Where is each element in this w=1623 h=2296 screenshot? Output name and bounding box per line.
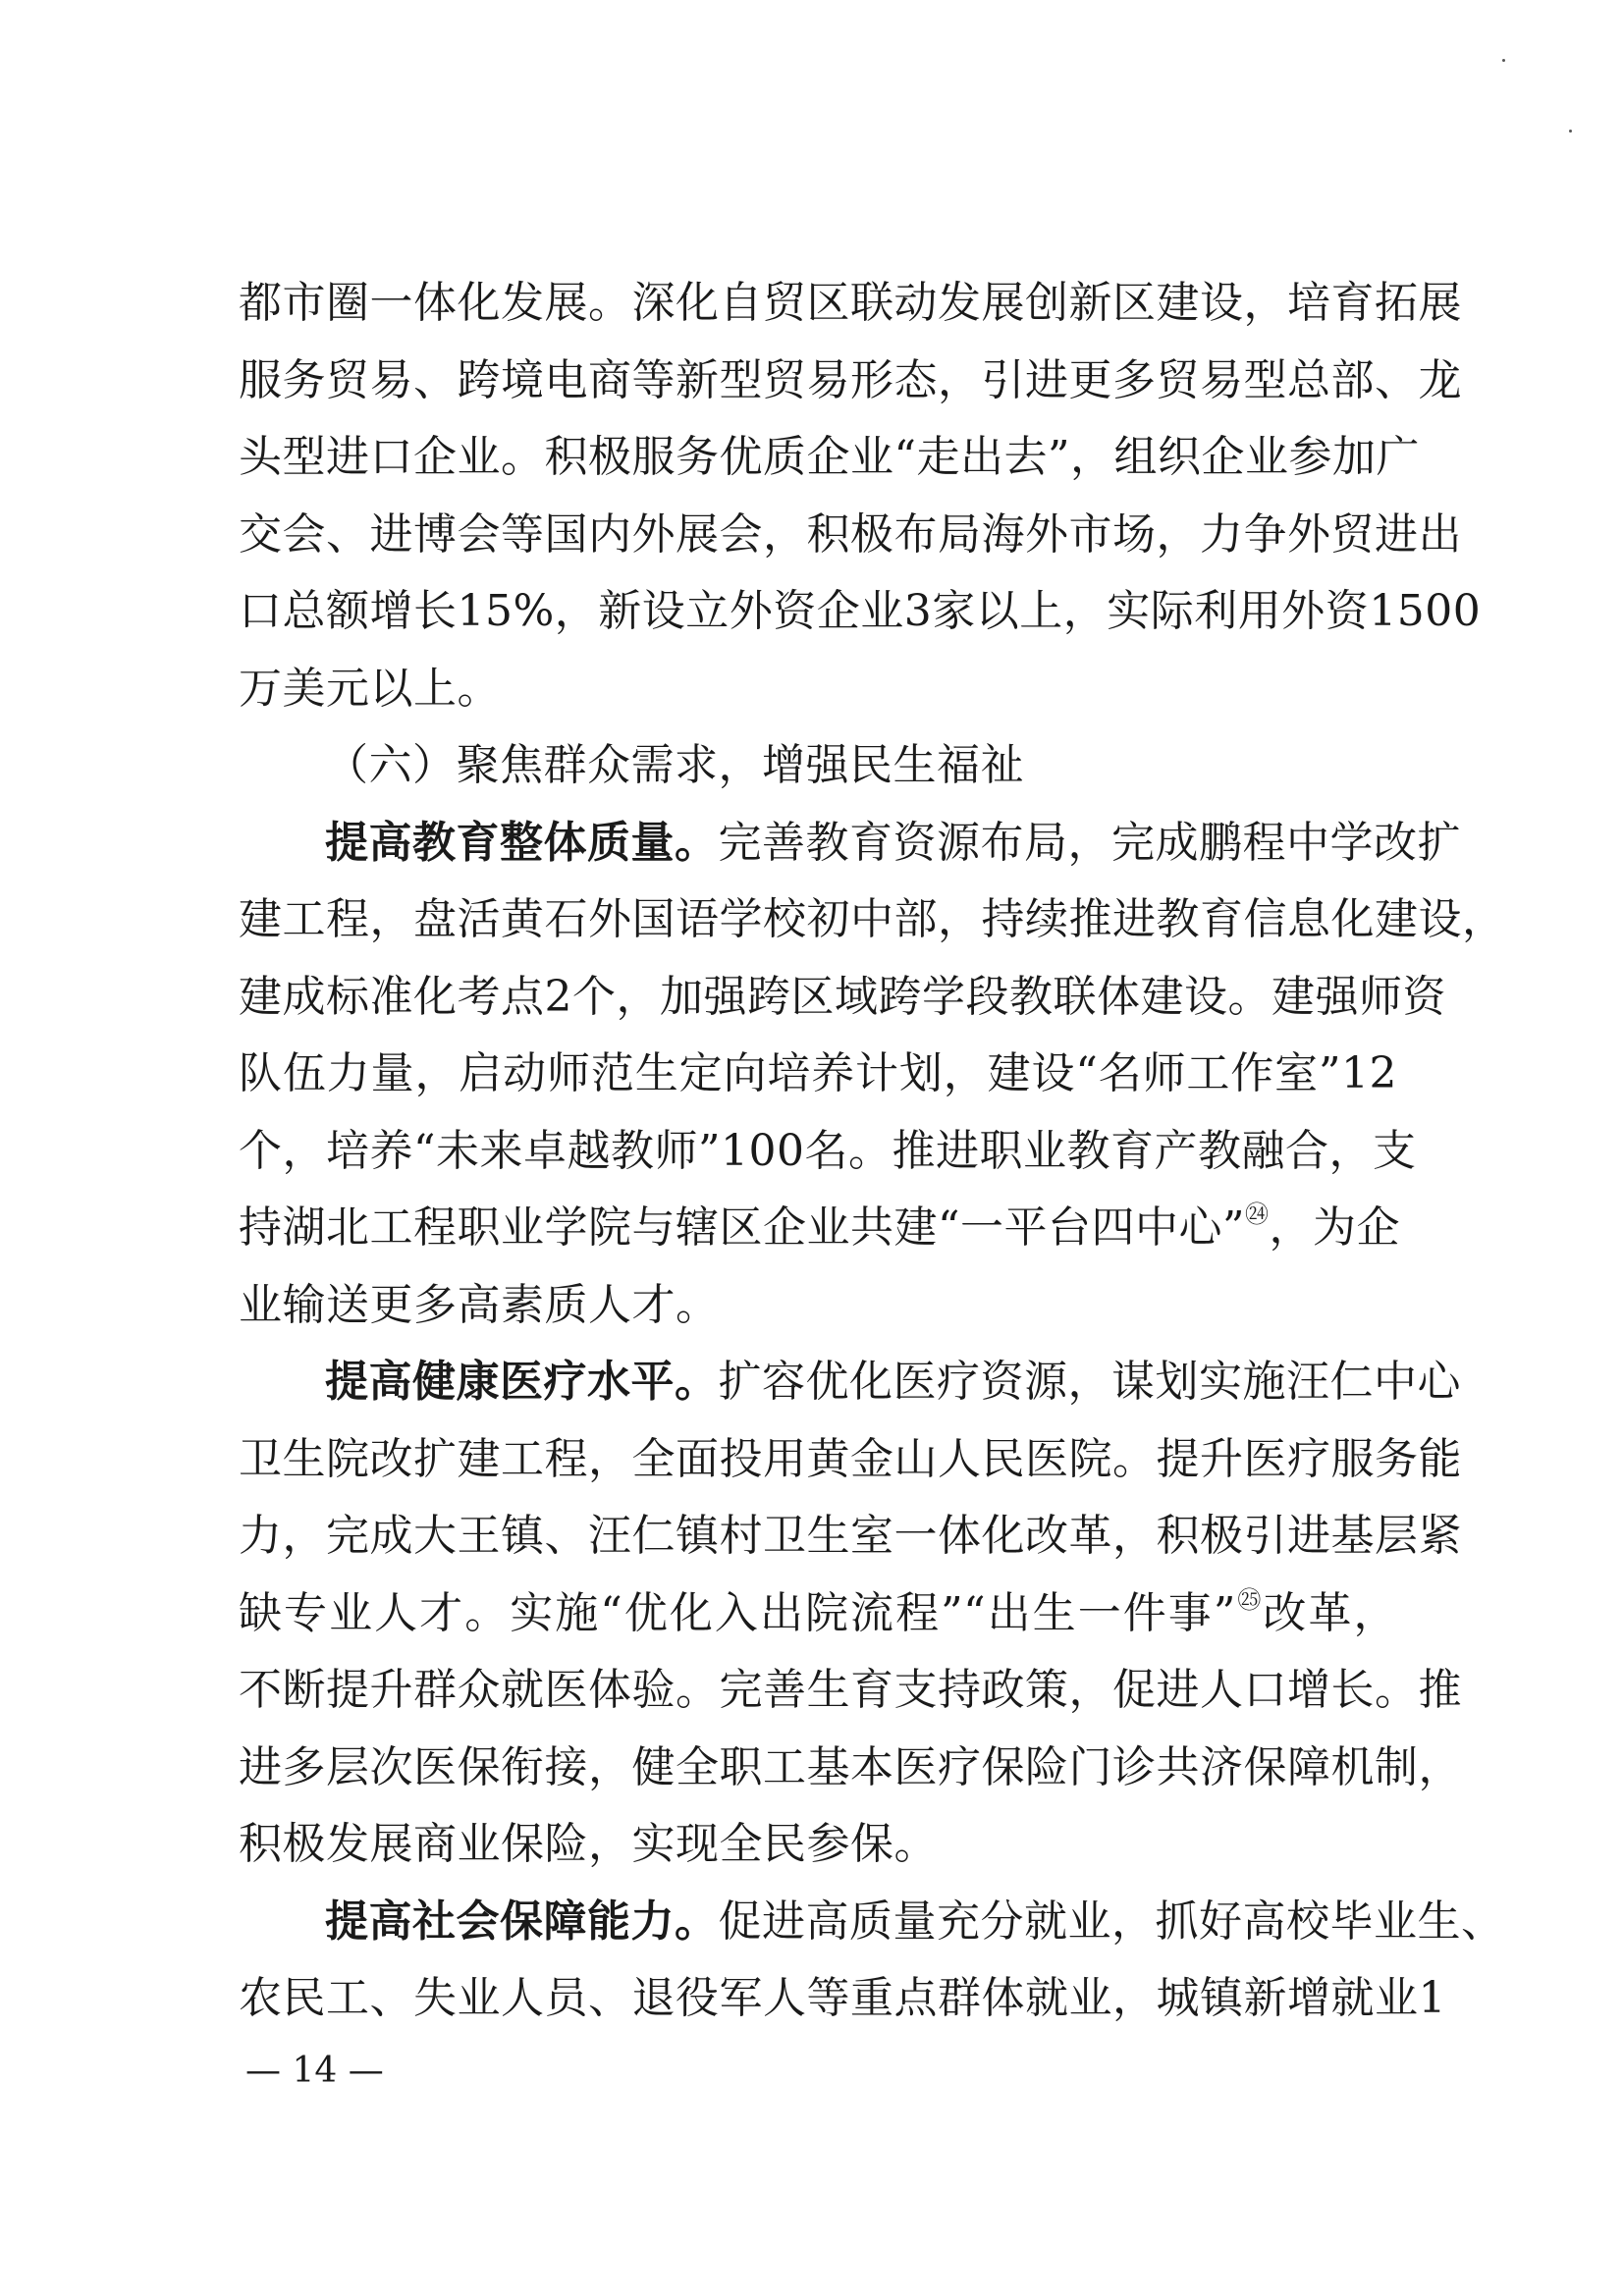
text-line: 积极发展商业保险，实现全民参保。	[239, 1819, 938, 1869]
text-segment: 扩容优化医疗资源，谋划实施汪仁中心	[718, 1357, 1461, 1407]
paragraph-social	[239, 1884, 1505, 2038]
text-line	[239, 1884, 1505, 1961]
text-segment: 改革，	[1263, 1587, 1397, 1638]
text-segment: ，为企	[1269, 1202, 1400, 1253]
scan-speck	[1502, 59, 1505, 62]
footnote-marker: ㉔	[1245, 1201, 1270, 1228]
paragraph-education	[239, 805, 1506, 1345]
paragraph-lead: 提高健康医疗水平。	[325, 1357, 719, 1407]
text-line: 业输送更多高素质人才。	[239, 1279, 720, 1330]
text-line: 都市圈一体化发展。深化自贸区联动发展创新区建设，培育拓展	[239, 278, 1462, 328]
text-segment: 完善教育资源布局，完成鹏程中学改扩	[718, 817, 1461, 868]
paragraph-lead: 提高社会保障能力。	[325, 1896, 719, 1947]
text-line: 万美元以上。	[239, 663, 501, 714]
text-segment: 促进高质量充分就业，抓好高校毕业生、	[718, 1896, 1505, 1947]
text-line	[239, 1344, 1461, 1421]
scan-speck	[1569, 130, 1572, 133]
body-text	[239, 265, 1506, 2038]
text-line	[239, 1575, 1397, 1653]
paragraph-lead: 提高教育整体质量。	[325, 817, 719, 868]
text-line	[239, 805, 1461, 882]
text-segment: 持湖北工程职业学院与辖区企业共建“一平台四中心”	[239, 1202, 1245, 1253]
text-line: 进多层次医保衔接，健全职工基本医疗保险门诊共济保障机制，	[239, 1741, 1462, 1792]
footnote-marker: ㉕	[1235, 1585, 1264, 1614]
section-heading: （六）聚焦群众需求，增强民生福祉	[325, 740, 1024, 790]
text-line: 不断提升群众就医体验。完善生育支持政策，促进人口增长。推	[239, 1665, 1462, 1715]
text-line: 交会、进博会等国内外展会，积极布局海外市场，力争外贸进出	[239, 508, 1462, 560]
text-line: 服务贸易、跨境电商等新型贸易形态，引进更多贸易型总部、龙	[239, 354, 1462, 405]
text-line: 力，完成大王镇、汪仁镇村卫生室一体化改革，积极引进基层紧	[239, 1511, 1462, 1561]
text-line: 建工程，盘活黄石外国语学校初中部，持续推进教育信息化建设，	[239, 894, 1506, 944]
text-segment: 缺专业人才。实施“优化入出院流程”“出生一件事”	[239, 1587, 1236, 1638]
page-number: — 14 —	[245, 2051, 384, 2091]
text-line: 建成标准化考点2个，加强跨区域跨学段教联体建设。建强师资	[239, 971, 1446, 1022]
text-line: 头型进口企业。积极服务优质企业“走出去”，组织企业参加广	[239, 432, 1420, 482]
text-line	[239, 1190, 1400, 1267]
text-line: 农民工、失业人员、退役军人等重点群体就业，城镇新增就业1	[239, 1973, 1446, 2023]
paragraph-health	[239, 1344, 1462, 1884]
text-line: 口总额增长15%，新设立外资企业3家以上，实际利用外资1500	[239, 586, 1482, 636]
text-line: 个，培养“未来卓越教师”100名。推进职业教育产教融合，支	[239, 1125, 1417, 1176]
text-line: 队伍力量，启动师范生定向培养计划，建设“名师工作室”12	[239, 1048, 1397, 1098]
text-line: 卫生院改扩建工程，全面投用黄金山人民医院。提升医疗服务能	[239, 1433, 1462, 1484]
